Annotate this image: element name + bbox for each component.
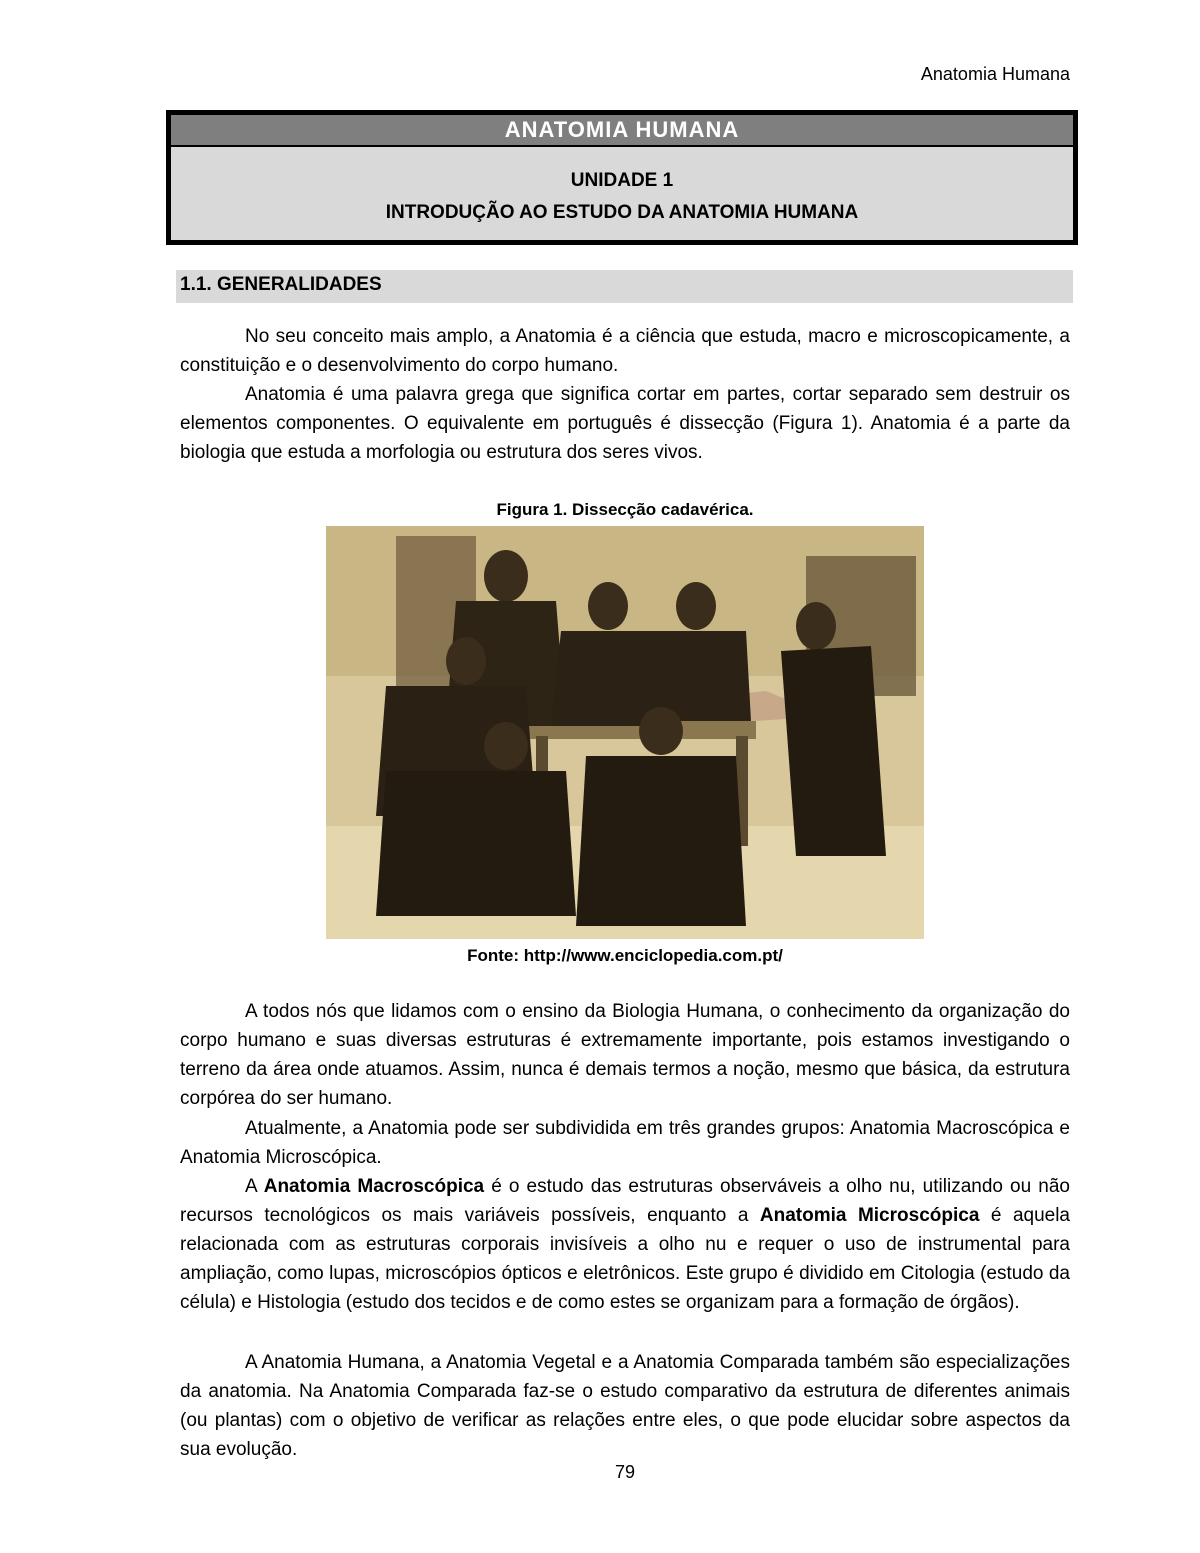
title-box [166, 110, 1078, 245]
paragraph: A Anatomia Humana, a Anatomia Vegetal e a Anatomia Comparada também são especializações da anatomia. Na Anatomia Comparada faz-se o estudo comparativo da estrutura de diferentes animais (ou plantas) com o objetivo de verificar as relações entre eles, o que pode elucidar sobre aspectos da sua evolução. [180, 1352, 1070, 1460]
paragraph: A todos nós que lidamos com o ensino da Biologia Humana, o conhecimento da organização do corpo humano e suas diversas estruturas é extremamente importante, pois estamos investigando o terreno da área onde atuamos. Assim, nunca é demais termos a noção, mesmo que básica, da estrutura corpórea do ser humano. [180, 1001, 1070, 1109]
paragraph [180, 1172, 1070, 1317]
paragraph: Anatomia é uma palavra grega que significa cortar em partes, cortar separado sem destruir os elementos componentes. O equivalente em português é dissecção (Figura 1). Anatomia é a parte da biologia que estuda a morfologia ou estrutura dos seres vivos. [180, 384, 1070, 463]
paragraph: No seu conceito mais amplo, a Anatomia é a ciência que estuda, macro e microscopicamente, a constituição e o desenvolvimento do corpo humano. [180, 326, 1070, 376]
figure-caption: Figura 1. Dissecção cadavérica. [496, 500, 754, 519]
unit-title: UNIDADE 1 [570, 170, 674, 191]
term-macroscopica: Anatomia Macroscópica [263, 1176, 485, 1197]
paragraph: Atualmente, a Anatomia pode ser subdividida em três grandes grupos: Anatomia Macroscópica e Anatomia Microscópica. [180, 1118, 1070, 1168]
text-run: é o estudo das estruturas observáveis a olho nu, utilizando ou não recursos tecnológicos os mais variáveis possíveis, enquanto a [180, 1176, 1070, 1226]
unit-subtitle: INTRODUÇÃO AO ESTUDO DA ANATOMIA HUMANA [385, 202, 859, 223]
dissection-photo [326, 526, 924, 939]
term-microscopica: Anatomia Microscópica [759, 1205, 980, 1226]
text-run: A [245, 1176, 264, 1197]
page-number: 79 [614, 1462, 636, 1482]
title-main: ANATOMIA HUMANA [171, 115, 1073, 147]
text-run: é aquela relacionada com as estruturas corporais invisíveis a olho nu e requer o uso de instrumental para ampliação, como lupas, microscópios ópticos e eletrônicos. Este grupo é dividido em Citologia (estudo da célula) e Histologia (estudo dos tecidos e de como estes se organizam para a formação de órgãos). [180, 1205, 1071, 1313]
running-header: Anatomia Humana [920, 64, 1070, 84]
section-heading: 1.1. GENERALIDADES [176, 270, 1073, 303]
figure-source: Fonte: http://www.enciclopedia.com.pt/ [467, 946, 783, 965]
